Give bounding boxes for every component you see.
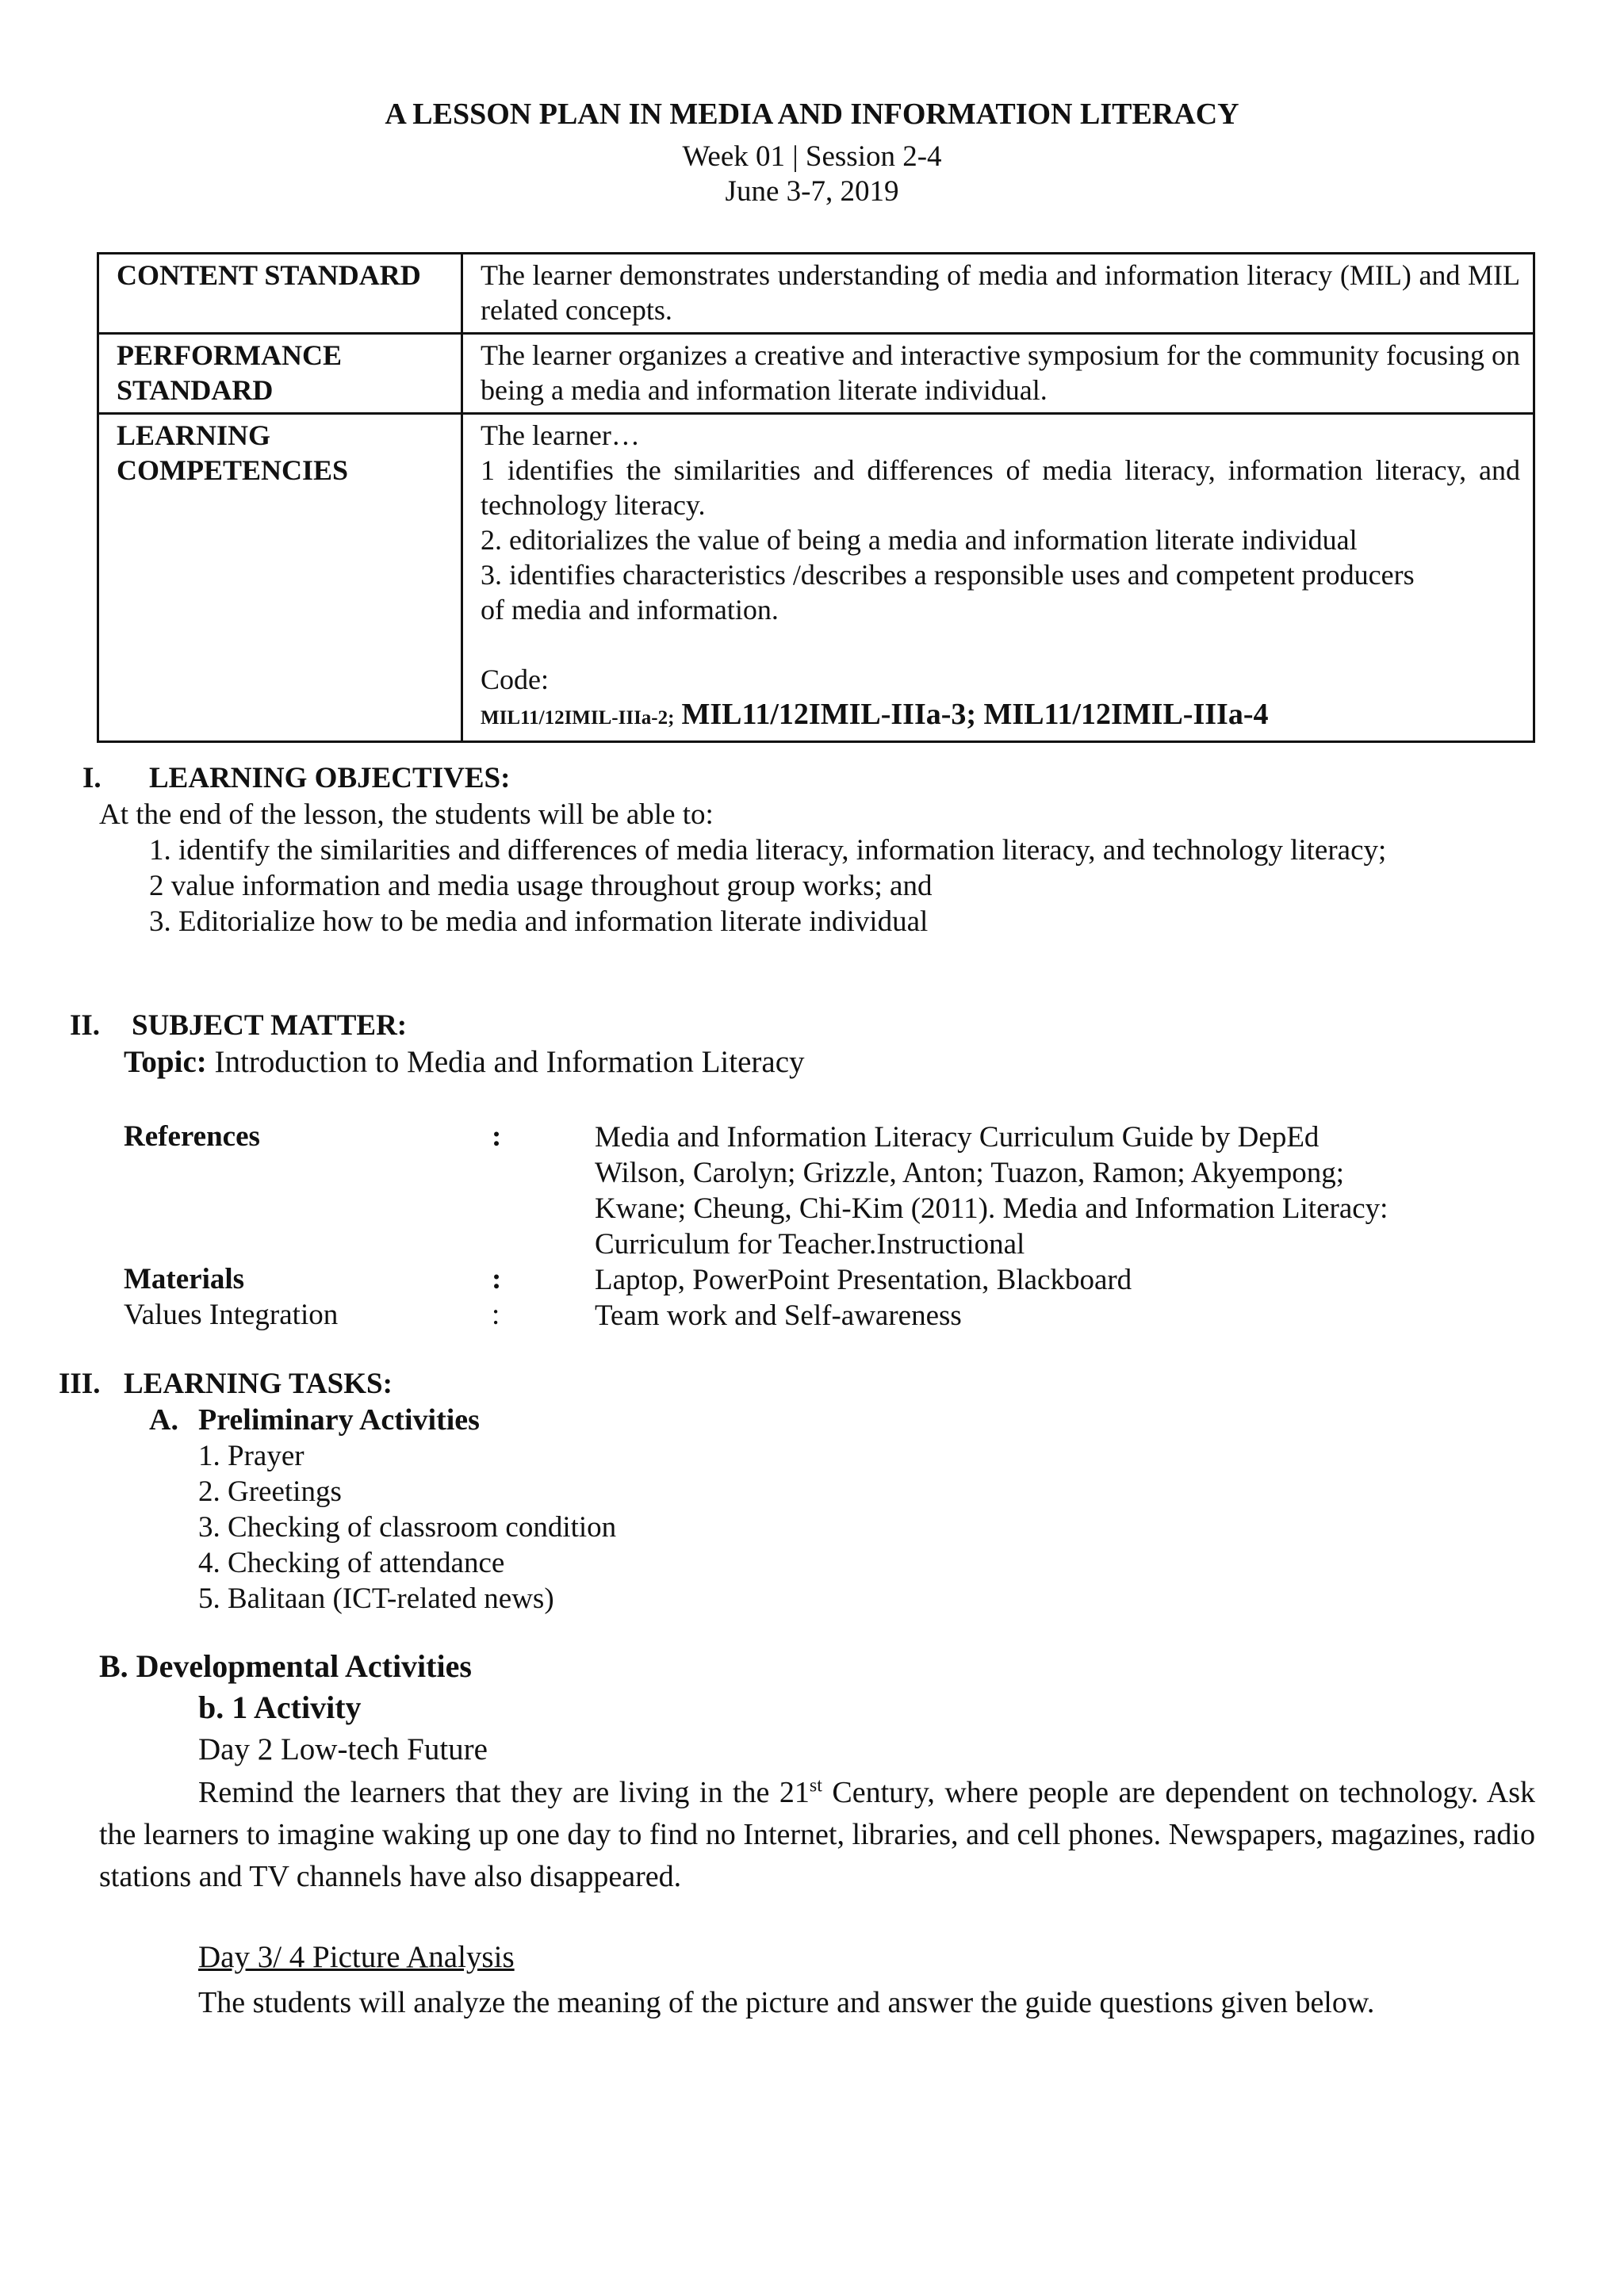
content-standard-text: The learner demonstrates understanding of media and information literacy (MIL) and MIL related concepts. bbox=[462, 254, 1534, 334]
preliminary-item: 3. Checking of classroom condition bbox=[198, 1511, 617, 1544]
performance-standard-row bbox=[98, 334, 1534, 414]
performance-standard-label: PERFORMANCE STANDARD bbox=[98, 334, 462, 414]
preliminary-heading bbox=[149, 1402, 480, 1437]
reference-line: Curriculum for Teacher.Instructional bbox=[595, 1228, 1025, 1261]
developmental-heading: B. Developmental Activities bbox=[99, 1648, 472, 1684]
reference-line: Wilson, Carolyn; Grizzle, Anton; Tuazon, Ramon; Akyempong; bbox=[595, 1157, 1345, 1189]
day2-superscript: st bbox=[809, 1775, 822, 1797]
references-list bbox=[595, 1119, 1388, 1262]
performance-standard-text: The learner organizes a creative and interactive symposium for the community focusing on being a media and information literate individual. bbox=[462, 334, 1534, 414]
code-label: Code: bbox=[481, 664, 549, 695]
objectives-intro: At the end of the lesson, the students will be able to: bbox=[99, 798, 714, 831]
objective-item: 2 value information and media usage throughout group works; and bbox=[149, 870, 933, 902]
day2-paragraph bbox=[99, 1772, 1535, 1898]
preliminary-item: 4. Checking of attendance bbox=[198, 1547, 505, 1579]
reference-line: Media and Information Literacy Curriculum Guide by DepEd bbox=[595, 1121, 1320, 1154]
objectives-heading bbox=[82, 761, 510, 796]
materials-text: Laptop, PowerPoint Presentation, Blackboard bbox=[595, 1264, 1132, 1296]
values-colon: : bbox=[492, 1299, 500, 1331]
code-small: MIL11/12IMIL-IIIa-2; bbox=[481, 707, 675, 729]
lesson-date: June 3-7, 2019 bbox=[725, 175, 899, 208]
references-colon: : bbox=[492, 1120, 502, 1153]
content-standard-label: CONTENT STANDARD bbox=[98, 254, 462, 334]
learning-tasks-heading bbox=[59, 1367, 393, 1402]
reference-line: Kwane; Cheung, Chi-Kim (2011). Media and Information Literacy: bbox=[595, 1192, 1388, 1225]
objective-item: 1. identify the similarities and differences of media literacy, information literacy, and technology literacy; bbox=[149, 834, 1387, 867]
materials-label: Materials bbox=[124, 1263, 245, 1295]
references-label: References bbox=[124, 1120, 260, 1153]
content-standard-row bbox=[98, 254, 1534, 334]
learning-tasks-number: III. bbox=[59, 1368, 101, 1400]
day34-paragraph bbox=[99, 1982, 1535, 2024]
subject-matter-heading bbox=[70, 1008, 407, 1043]
learning-competencies-cell bbox=[462, 414, 1534, 742]
subject-matter-number: II. bbox=[70, 1009, 101, 1042]
week-session: Week 01 | Session 2-4 bbox=[682, 140, 942, 173]
materials-colon: : bbox=[492, 1263, 502, 1295]
competencies-intro: The learner… bbox=[481, 419, 640, 451]
learning-competencies-row bbox=[98, 414, 1534, 742]
learning-competencies-label: LEARNING COMPETENCIES bbox=[98, 414, 462, 742]
objectives-number: I. bbox=[82, 762, 102, 794]
topic-label: Topic: bbox=[124, 1045, 207, 1079]
day34-text: The students will analyze the meaning of the picture and answer the guide questions given below. bbox=[198, 1986, 1375, 2019]
objectives-title: LEARNING OBJECTIVES: bbox=[149, 762, 511, 794]
code-big: MIL11/12IMIL-IIIa-3; MIL11/12IMIL-IIIa-4 bbox=[681, 698, 1269, 731]
standards-table bbox=[97, 252, 1535, 743]
day2-text-end: Century, where people are dependent on technology. Ask the learners to imagine waking up one day to find no Internet, libraries, and cell phones. Newspapers, magazines, radio stations and TV channels have also disappeared. bbox=[99, 1776, 1536, 1893]
preliminary-item: 2. Greetings bbox=[198, 1475, 342, 1508]
preliminary-item: 5. Balitaan (ICT-related news) bbox=[198, 1582, 554, 1615]
day2-text-start: Remind the learners that they are living in the 21 bbox=[198, 1776, 810, 1809]
preliminary-title: Preliminary Activities bbox=[198, 1403, 480, 1437]
preliminary-letter: A. bbox=[149, 1403, 178, 1437]
day2-title: Day 2 Low-tech Future bbox=[198, 1732, 488, 1766]
values-text: Team work and Self-awareness bbox=[595, 1299, 962, 1332]
competency-item: 2. editorializes the value of being a media and information literate individual bbox=[481, 524, 1358, 556]
subject-matter-title: SUBJECT MATTER: bbox=[132, 1009, 408, 1042]
competency-item: 3. identifies characteristics /describes a responsible uses and competent producers of media and information. bbox=[481, 559, 1415, 626]
competency-item: 1 identifies the similarities and differences of media literacy, information literacy, and technology literacy. bbox=[481, 454, 1520, 521]
learning-tasks-title: LEARNING TASKS: bbox=[124, 1368, 393, 1400]
day34-title: Day 3/ 4 Picture Analysis bbox=[198, 1940, 515, 1974]
competency-codes bbox=[481, 697, 1520, 736]
values-label: Values Integration bbox=[124, 1299, 339, 1331]
document-title: A LESSON PLAN IN MEDIA AND INFORMATION LITERACY bbox=[385, 98, 1239, 131]
activity-heading: b. 1 Activity bbox=[198, 1689, 362, 1725]
topic-line bbox=[124, 1045, 805, 1080]
topic-text: Introduction to Media and Information Literacy bbox=[214, 1045, 805, 1079]
preliminary-item: 1. Prayer bbox=[198, 1440, 304, 1472]
objective-item: 3. Editorialize how to be media and information literate individual bbox=[149, 905, 929, 938]
